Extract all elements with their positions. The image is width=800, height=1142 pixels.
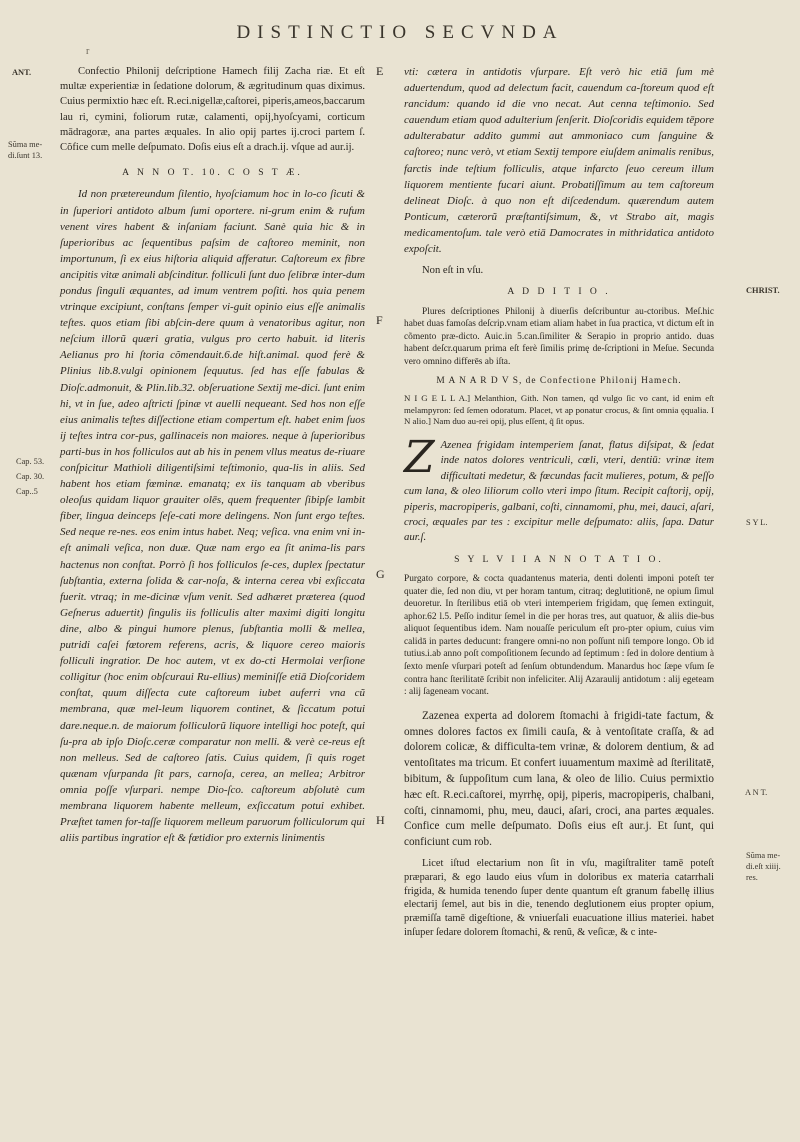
section-letter-h: H [376,813,385,827]
additio-heading: A D D I T I O . [507,286,611,298]
section-letter-f: F [376,313,383,327]
continued-annotation: vti: cætera in antidotis vſurpare. Eſt verò hic etiā ſum mè aduertendum, quod ad delectum facit, cauendum ca-ſtoreum quod eſt rancidum: quando id die vno necat. Aut cenna teſtimonio. Sed cauendum etiam quod adulterium ſenſerit. Dioſcoridis equidem tēpore adulterabatur addito gummi aut ammoniaco cum ſanguine & caſtoreo; nunc verò, vt etiam Sextij tempore eiuſdem animalis renibus, farctis inde teſtium folliculis, atque infarcto ſeuo cereum illum liquorem mentiente fucari aiunt. Probatiſſimum au tem caſtoreum delineat Dioſc. à quo non eſt diſcedendum. quærendum autem Ponticum, cæterorũ præſtantiſsimum, &, vt Strabo ait, magis medicamentoſum. tale verò etiā Damocrates in mithridatica antidoto expoſcit. [404,66,714,256]
margin-note-summa-2: di.ſunt 13. [8,151,43,160]
margin-note-summa-1: Sũma me- [8,140,43,149]
annotation-text: Id non prætereundum ſilentio, hyoſciamum hoc in lo-co ſicuti & in ſuperiori antidoto album ſumi oportere. ni-grum enim & rufum venent vires habent & inſaniam faciunt. Sanè quia hic & in ſuperioribus ac ſequentibus paſsim de caſtoreo meminit, non importunum, ſi ex eius hiſtoria aliquid afferatur. Caſtoreum ex fibre ancipitis vitæ animali abſcinditur. folliculi ſunt duo ſelibræ inter-dum pondus ſinguli æquantes, ad imum ventrem poſiti. hos quia penem vtrinque excipiunt, conſtans ſemper vi-guit opinio eius eſſe animalis teſtes. quos etiam ſibi abſcin-dere quum à venatoribus agitur, non neſcium illorũ quæri gratia, vulgus pro certo habuit. id literis Aelianus pro hi ſtoria cõmendauit.6.de hiſt.animal. quod ferè & Plinius lib.8.vulgi opinionem ſequutus. ſed has eſſe fabulas & Dioſc.admonuit, & Plin.lib.32. obſeruatione Sextij me-dici. ſunt enim hi, vt in ſue, adeo aſtricti ſpinæ vt auelli nequeant. Sed hos non eſſe eius animalis teſtes diſſectione etiam compertum eſt. habet enim ſuos ij teſtes intra cor-pus, gallinaceis non maiores. neque à ſuperioribus parti-bus in hos folliculos aut ab his in penem vllus meatus de-riuare conſpicitur Mathioli diligentiſsimi teſtimonio, qua-lis in aliis. Sed habent hos etiam fœminæ. emanatq; ex iis tanquam ab vberibus oleoſus quidam liquor grauiter olēs, quem frequenter ſibipſe lambit fiber, lingua deinceps ſeſe-cati more delingens. Non ſunt ergo teſtes. Sed neque re-nes. eos enim intus habet. Neq; veſica. vna enim vni in-eſt animali veſica, non duæ. Quæ nam ergo ea ſit anima-lis pars hactenus non conſtat. Porrò ſi hos folliculos ſe-ces, duplex ſpectatur ſubſtantia, externa ſolida & car-noſa, & interna cerea vbi exſiccata fuerit. vtraq; in me-dicinæ vſum venit. Sed adhæret præterea (quod Geſnerus aduertit) ſingulis iis folliculis alter maximi digiti longitu dine, albo & pingui humore plenus, ſubſtantia molli & mellea, putridi caſei fœtorem referens, acris, & liquore cereo maioris folliculi ingratior. De hoc autem, vt ex do-cti Hermolai verſione colligitur (hoc enim obſcuraui Ru-ellius) meminiſſe etiā Dioſcoridem conſtat, quum diſſecta cute caſtoreum iubet auferri vna cũ membrana, quæ mel-leum liquorem continet, & ſiccatum potui dare.neque.n. de maiorum folliculorũ liquore intelligi hoc poteſt, qui ſu-pra ab ipſo Dioſc.ceræ comparatur non melli. & verè ce-reus eſt non melleus. Sed de caſtoreo ſatis. Cuius quidem, ſi quis roget quænam vſurpanda ſit pars, carnoſa, cerea, an mellea; Arbitror omnia poſſe vſurpari. nempe Dio-ſco. caſtoreum abſolutè cum membrana liquorem habente melleum, exſiccatum potui exhibet. Præſtet tamen for-taſſe liquorem melleum paruorum folliculorum qui aliis partibus ingratior eſt & fœtidior pro externis linimentis [60,188,365,845]
margin-note-summa-r-3: res. [746,873,758,882]
drop-cap: Z [404,431,435,483]
nigella-note: N I G E L L A.] Melanthion, Gith. Non tamen, qd vulgo ſic vo cant, id enim eſt melampyron: ſed ſemen odoratum. Placet, vt ap ponatur crocus, & ſint omnia ęqualia. I N alio.] Nam duo au-rei opij, plus eſſent, q̃ ſit opus. [404,393,714,427]
margin-note-summa-r-1: Sũma me- [746,851,781,860]
additio-text: Plures deſcriptiones Philonij à diuerſis deſcribuntur au-ctoribus. Meſ.hic habet duas famoſas deſcrip.vnam etiam aliam habet in ſua practica, vt dictum eſt in cõmento præ-dicto. Auic.in 5.can.ſimiliter & Serapio in proprio antido. duas habent deſcr.quarum prima eſt ferè ſimilis primę de-ſcriptioni in Meſue. Secunda vero omnino differēs ab iſta. [404,306,714,367]
sylvii-heading: S Y L V I I A N N O T A T I O. [454,553,664,565]
non-est-in-usu: Non eſt in vſu. [422,265,484,277]
annotation-heading: A N N O T. 10. C O S T Æ. [122,167,303,179]
licet-paragraph: Licet iſtud electarium non ſit in vſu, magiſtraliter tamē poteſt præparari, & ego laudo eius vſum in doloribus ex materia catarrhali frigida, & humida tenendo ſuper dente quantum eſt granum fabellę illius electarij ſemel, aut bis in die, tenendo deglutionem eius propter opium, præmiſſa tamē digeſtione, & vniuerſali euacuatione illius materiei. habet inſuper ſedare dolorem ſtomachi, & renũ, & veſicæ, & c inte- [404,858,714,939]
margin-note-cap-5: Cap..5 [16,487,38,496]
manardus-heading: M A N A R D V S, de Confectione Philonij Hamech. [436,375,682,386]
confectio-paragraph: Confectio Philonij deſcriptione Hamech filij Zacha riæ. Et eſt multæ experientiæ in ſedatione dolorum, & ægritudinum quas diximus. Cuius permixtio hæc eſt. R.eci.nigellæ,caſtorei, piperis,ameos,baccarum lau ri, cymini, foliorum rutæ, calamenti, opij,hyoſcyami, corticum mādragoræ, ana partes æquales. In alio opij partes ij.croci partem ſ. Cõfice cum melle deſpumato. Doſis eius eſt a drach.ij. vſque ad aur.ij. [60,66,365,154]
margin-note-ant: ANT. [12,68,32,77]
margin-note-syl: S Y L. [746,518,768,527]
page-mark: r [86,46,90,57]
zazenea-recipe [404,431,714,546]
margin-note-cap-53: Cap. 53. [16,457,45,466]
margin-note-christ: CHRIST. [746,286,780,295]
margin-note-cap-30: Cap. 30. [16,472,45,481]
zazenea-recipe-text: Azenea frigidam intemperiem ſanat, flatus diſsipat, & ſedat inde natos dolores ventriculi, cœli, vteri, dentiū: vrinæ item difficultati medetur, & fœcundas facit mulieres, potum, & peſſo cum lana, & oleo liliorum collo vteri impo ſitum. Recipit caſtorij, opij, piperis, macropiperis, galbani, coſti, cinnamomi, phu, mei, dauci, aſari, croci, æquales par tes : excipitur melle deſpumato: aliis, ſapa. Datur aur.ſ. [404,438,714,544]
margin-note-summa-r-2: di.eſt xiiij. [746,862,781,871]
right-column [404,64,714,940]
section-letter-g: G [376,567,385,581]
page-title: DISTINCTIO SECVNDA [236,22,564,43]
zazenea-experta: Zazenea experta ad dolorem ſtomachi à frigidi-tate factum, & omnes dolores factos ex ſimili cauſa, & à ventoſitate craſſa, & ad dolorem colicæ, & difficulta-tem vrinæ, & dolorem dentium, & ad ventoſitates ma tricum. Et confert iuuamentum maximè ad ſterilitatē, bibitum, & ſuppoſitum cum lana, & oleo de lilio. Cuius permixtio hæc eſt. R.eci.caſtorei, myrrhę, opij, piperis, macropiperis, chalbani, coſti, cinnamomi, phu, meu, dauci, aſari, croci, ana partes æquales. Confice cum melle deſpumato. Doſis eius eſt aur.j. Et ſunt, qui conficiunt cum rob. [404,709,714,849]
margin-note-ant-2: A N T. [745,788,768,797]
sylvii-text: Purgato corpore, & cocta quadantenus materia, denti dolenti imponi poteſt ter quater die, ſed non diu, vt per horam tantum, citraq; deglutitionē, ne opium ſimul deuoretur. In ſterilibus etiā ob vteri intemperiem frigidam, quę ſemen extinguit, aphor.62 l.5. Peſſo inditur ſemel in die per horas tres, aut quatuor, & aliis die-bus aliquot ſequentibus idem. Nam nouaſſe periculum eſt pro-pter opium, cuius vim calidā in partes deducunt: frangere omni-no non poſſunt niſi tempore longo. Ob id tutius.i.ab anno poſt compoſitionem ſecundo ad ſeptimum : ſed in dolore dentium à ſexto menſe vſurpari poteſt ad ſenſum obtundendum. Manardus hoc ſæpe vſum ſe contra hanc ſterilitatē ſcribit non infeliciter. Alij Azaraulij antidotum : alij egeteam : alij ſageneam vocant. [404,573,714,698]
left-column [60,64,365,846]
section-letter-e: E [376,64,384,78]
